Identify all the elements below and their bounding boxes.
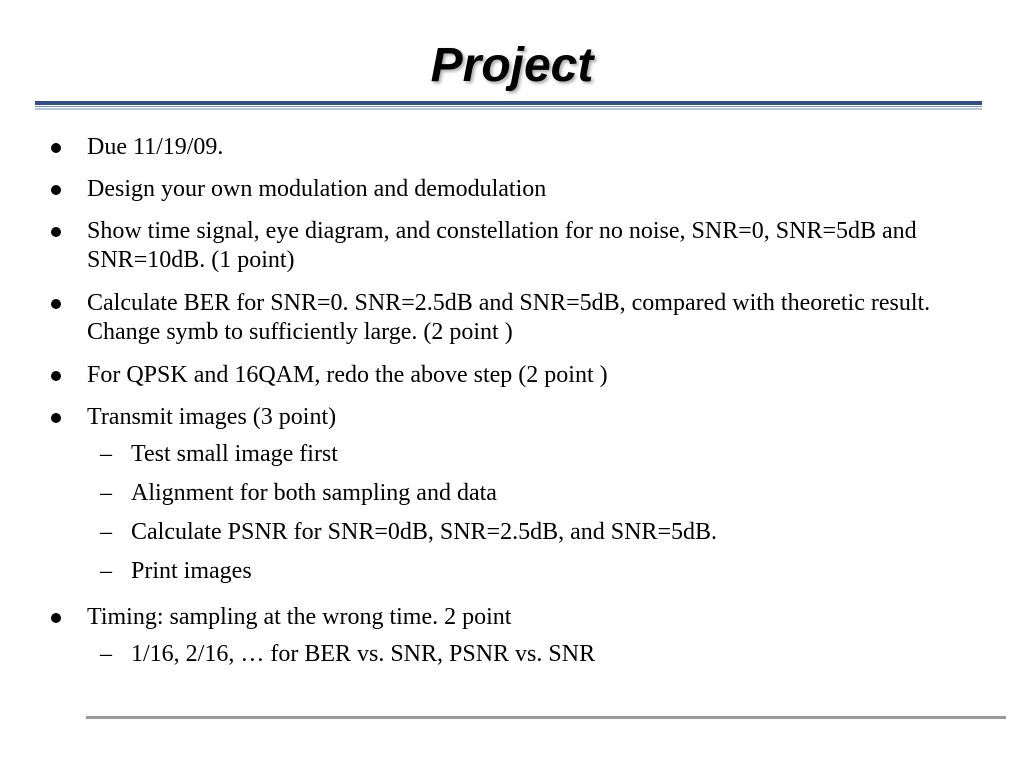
bullet-item [87, 289, 947, 347]
sub-bullet-text: Print images [131, 558, 252, 584]
bullet-item [87, 175, 947, 204]
sub-bullet-item [100, 440, 951, 469]
dash-marker: – [100, 641, 112, 667]
sub-bullet-text: Test small image first [131, 441, 338, 467]
bullet-text: For QPSK and 16QAM, redo the above step (2 point ) [87, 362, 608, 388]
bullet-dot-icon [51, 227, 61, 237]
bullet-item [87, 403, 947, 432]
sub-bullet-item [100, 640, 951, 669]
bullet-text: Due 11/19/09. [87, 134, 224, 160]
sub-bullet-text: Alignment for both sampling and data [131, 480, 497, 506]
sub-bullet-item [100, 557, 951, 586]
bullet-text: Design your own modulation and demodulation [87, 176, 547, 202]
bullet-dot-icon [51, 185, 61, 195]
bullet-item [87, 217, 947, 275]
bullet-text: Timing: sampling at the wrong time. 2 point [87, 604, 512, 630]
dash-marker: – [100, 519, 112, 545]
sub-bullet-text: 1/16, 2/16, … for BER vs. SNR, PSNR vs. SNR [131, 641, 596, 667]
bullet-item [87, 361, 947, 390]
sub-bullet-item [100, 518, 951, 547]
dash-marker: – [100, 558, 112, 584]
bullet-text: Calculate BER for SNR=0. SNR=2.5dB and SNR=5dB, compared with theoretic result. Change symb to sufficiently large. (2 point ) [87, 290, 931, 345]
slide-title: Project [430, 39, 594, 92]
bullet-dot-icon [51, 299, 61, 309]
bullet-dot-icon [51, 613, 61, 623]
bullet-text: Transmit images (3 point) [87, 404, 337, 430]
bullet-dot-icon [51, 371, 61, 381]
bullet-item [87, 133, 947, 162]
bullet-dot-icon [51, 143, 61, 153]
sub-bullet-text: Calculate PSNR for SNR=0dB, SNR=2.5dB, and SNR=5dB. [131, 519, 717, 545]
dash-marker: – [100, 441, 112, 467]
sub-bullet-item [100, 479, 951, 508]
footer-divider [86, 716, 1006, 719]
bullet-dot-icon [51, 413, 61, 423]
bullet-text: Show time signal, eye diagram, and constellation for no noise, SNR=0, SNR=5dB and SNR=10dB. (1 point) [87, 218, 917, 273]
dash-marker: – [100, 480, 112, 506]
bullet-item [87, 603, 947, 632]
